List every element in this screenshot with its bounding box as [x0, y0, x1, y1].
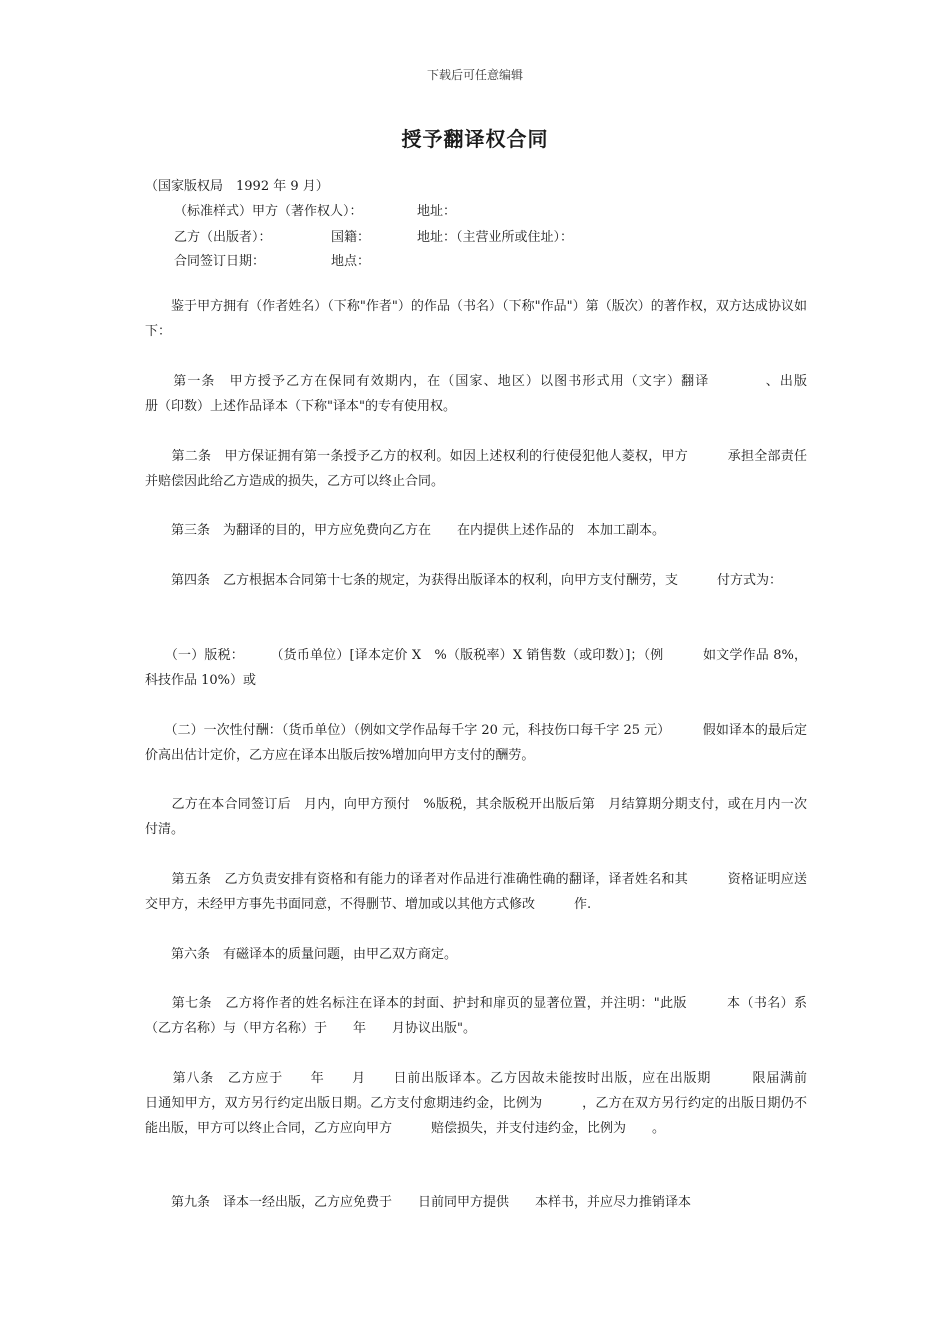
source-line: （国家版权局 1992 年 9 月）: [145, 179, 329, 194]
article-8-paragraph: 第八条 乙方应于 年 月 日前出版译本。乙方因故未能按时出版，应在出版期 限届满前 日通知甲方，双方另行约定出版日期。乙方支付愈期违约金，比例为 ，乙方在双方另行约定的出版日期仍不能出版，甲方可以终止合同，乙方应向甲方 赔偿损失，并支付违约金，比例为 。: [145, 1071, 834, 1136]
lump-sum-paragraph: （二）一次性付酬：（货币单位）（例如文学作品每千字 20 元，科技伤口每千字 25 元） 假如译本的最后定价高出估计定价，乙方应在译本出版后按%增加向甲方支付的酬劳。: [145, 723, 807, 763]
article-5-paragraph: 第五条 乙方负责安排有资格和有能力的译者对作品进行准确性确的翻译，译者姓名和其 资格证明应送交甲方，未经甲方事先书面同意，不得删节、增加或以其他方式修改 作.: [145, 872, 807, 912]
article-7-paragraph: 第七条 乙方将作者的姓名标注在译本的封面、护封和扉页的显著位置，并注明："此版 本（书名）系（乙方名称）与（甲方名称）于 年 月协议出版"。: [145, 996, 807, 1036]
party-b-label: 乙方（出版者）：: [174, 230, 272, 245]
royalty-paragraph: （一）版税： （货币单位）[译本定价 X %（版税率）X 销售数（或印数）]；（例 如文学作品 8%，科技作品 10%）或: [145, 648, 807, 688]
place-label: 地点：: [331, 254, 371, 269]
party-a-label: （标准样式）甲方（著作权人）：: [174, 204, 363, 219]
article-4-paragraph: 第四条 乙方根据本合同第十七条的规定，为获得出版译本的权利，向甲方支付酬劳，支 付方式为：: [145, 573, 783, 588]
article-6-paragraph: 第六条 有磁译本的质量问题，由甲乙双方商定。: [145, 947, 458, 962]
article-2-paragraph: 第二条 甲方保证拥有第一条授予乙方的权利。如因上述权利的行使侵犯他人菱权，甲方 承担全部责任并赔偿因此给乙方造成的损失，乙方可以终止合同。: [145, 449, 807, 489]
article-3-paragraph: 第三条 为翻译的目的，甲方应免费向乙方在 在内提供上述作品的 本加工副本。: [145, 523, 666, 538]
article-1-paragraph: 第一条 甲方授予乙方在保同有效期内，在（国家、地区）以图书形式用（文字）翻译 、出版 册（印数）上述作品译本（下称"译本"的专有使用权。: [145, 374, 847, 414]
advance-payment-paragraph: 乙方在本合同签订后 月内，向甲方预付 %版税，其余版税开出版后第 月结算期分期支付，或在月内一次付清。: [145, 797, 807, 837]
sign-date-label: 合同签订日期：: [174, 254, 266, 269]
party-b-address-label: 地址：（主营业所或住址）：: [417, 230, 574, 245]
document-title: 授予翻译权合同: [401, 127, 549, 151]
article-9-paragraph: 第九条 译本一经出版，乙方应免费于 日前同甲方提供 本样书，并应尽力推销译本: [145, 1195, 692, 1210]
nationality-label: 国籍：: [331, 230, 371, 245]
preamble-paragraph: 鉴于甲方拥有（作者姓名）（下称"作者"）的作品（书名）（下称"作品"）第（版次）的著作权，双方达成协议如下：: [145, 299, 807, 339]
page-header-note: 下载后可任意编辑: [426, 68, 523, 82]
party-a-address-label: 地址：: [417, 204, 457, 219]
